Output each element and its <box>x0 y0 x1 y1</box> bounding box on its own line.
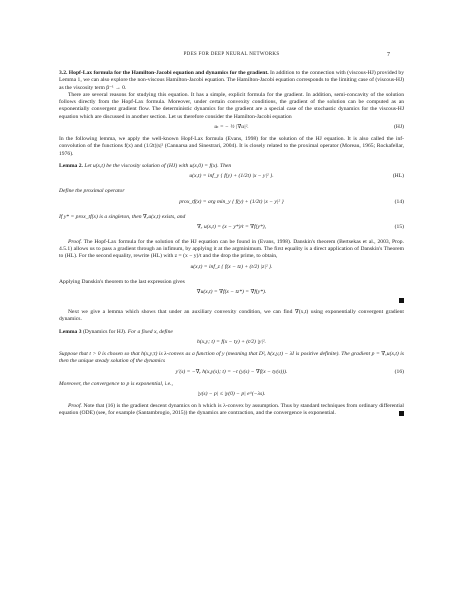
equation-15-tag: (15) <box>394 223 404 230</box>
qed-mark <box>399 298 404 303</box>
page-body <box>59 70 404 417</box>
equation-hj-body: uₜ = − ½ |∇u|². <box>214 124 249 131</box>
lemma3-label: Lemma 3 <box>59 328 82 335</box>
lemma3-moreover: Moreover, the convergence to p is exponential, i.e., <box>59 380 173 387</box>
lemma2-if: If y* = prox_tf(x) is a singleton, then ∇ₓu(x,t) exists, and <box>59 213 186 220</box>
equation-16-tag: (16) <box>394 368 404 375</box>
lemma2-label: Lemma 2. <box>59 162 83 169</box>
equation-danskin <box>59 286 404 301</box>
equation-exp <box>59 388 404 403</box>
proof3-paragraph <box>59 403 404 418</box>
equation-danskin-body: ∇u(x,t) = ∇f(x − tz*) = ∇f(y*). <box>196 289 267 296</box>
equation-14 <box>59 196 404 214</box>
section-paragraph-3: In the following lemma, we apply the well-known Hopf-Lax formula (Evans, 1998) for the solution of the HJ equation. It is also called the inf-convolution of the functions f(x) and (1/2t)|x|² (Cannarsa and Sinestrari, 2004). It is closely related to the proximal operator (Moreau, 1965; Rockafellar, 1976). <box>59 136 404 157</box>
section-heading: 3.2. Hopf-Lax formula for the Hamilton-Jacobi equation and dynamics for the gradient. <box>59 70 269 76</box>
equation-14-tag: (14) <box>394 198 404 205</box>
lemma2-define: Define the proximal operator <box>59 188 125 195</box>
lemma3-text: For a fixed x, define <box>127 328 173 335</box>
equation-16 <box>59 366 404 381</box>
lemma2-text: Let u(x,t) be the viscosity solution of (HJ) with u(x,0) = f(x). Then <box>84 162 232 169</box>
lemma3-statement <box>59 329 404 336</box>
running-header <box>0 52 463 62</box>
proof2-paragraph <box>59 239 404 261</box>
proof3-label: Proof. <box>68 402 82 409</box>
equation-hj <box>59 121 404 136</box>
lemma3-title: (Dynamics for HJ). <box>82 328 127 335</box>
equation-hj-tag: (HJ) <box>394 124 404 131</box>
equation-h <box>59 336 404 351</box>
qed-mark-2 <box>399 411 404 416</box>
lemma2-statement <box>59 163 404 170</box>
section-intro-1: In addition to the connection with (viscous-HJ) provided by Lemma 1, we can also explore the non-viscous Hamilton-Jacobi equation. The Hamilton-Jacobi equation corresponds to the limiting case of (viscous-HJ) as the viscosity term β⁻¹ → 0. <box>59 70 404 91</box>
equation-16-body: y′(s) = −∇ᵧ h(x,y(s); t) = −t (y(s) − ∇f(x − ty(s))). <box>175 368 288 375</box>
lemma3-suppose: Suppose that t > 0 is chosen so that h(x,y;t) is λ-convex as a function of y (meaning that D²ᵧ h(x,y,t) − λI is positive definite). The gradient p = ∇ₓu(x,t) is then the unique steady solution of the dynamics <box>59 350 404 365</box>
proof2-text-2: Applying Danskin's theorem to the last expression gives <box>59 278 185 285</box>
proof2-text-1: The Hopf-Lax formula for the solution of the HJ equation can be found in (Evans, 1998). Danskin's theorem (Bertsekas et al., 2003, Prop. 4.5.1) allows us to pass a gradient through an infimum, by applying it at the argminimum. The first equality is a direct application of Danskin's Theorem to (HL). For the second equality, rewrite (HL) with z = (x − y)/t and the drop the prime, to obtain, <box>59 238 404 260</box>
equation-z-body: u(x,t) = inf_z { f(x − tz) + (t/2) |z|² }. <box>190 263 273 270</box>
bridge-paragraph: Next we give a lemma which shows that under an auxiliary convexity condition, we can find ∇(x,t) using exponentially convergent gradient dynamics. <box>59 309 404 323</box>
proof2-label: Proof. <box>68 238 82 245</box>
page-number: 7 <box>387 52 390 58</box>
section-paragraph-2: There are several reasons for studying this equation. It has a simple, explicit formula for the gradient. In addition, semi-concavity of the solution follows directly from the Hopf-Lax formula. Moreover, under certain convexity conditions, the gradient of the solution can be computed as an exponentially convergent gradient flow. The deterministic dynamics for the gradient are a special case of the stochastic dynamics for the viscous-HJ equation which are discussed in another section. Let us therefore consider the Hamilton-Jacobi equation <box>59 91 404 120</box>
equation-14-body: prox_tf(x) = arg min_y { f(y) + (1/2t) |x − y|² } <box>179 198 284 205</box>
equation-z <box>59 261 404 279</box>
equation-h-body: h(x,y; t) = f(x − ty) + (t/2) |y|². <box>197 338 266 345</box>
equation-exp-body: |y(s) − p| ≤ |y(0) − p| e^(−λs). <box>197 390 266 397</box>
equation-15-body: ∇ₓ u(x,t) = (x − y*)/t = ∇f(y*), <box>196 223 267 230</box>
running-title: PDES FOR DEEP NEURAL NETWORKS <box>183 52 280 57</box>
equation-hl-tag: (HL) <box>392 173 404 180</box>
equation-15 <box>59 221 404 239</box>
equation-hl <box>59 170 404 188</box>
section-paragraph-1 <box>59 70 404 92</box>
equation-hl-body: u(x,t) = inf_y { f(y) + (1/2t) |x − y|² }. <box>189 173 274 180</box>
proof3-text: Note that (16) is the gradient descent dynamics on h which is λ-convex by assumption. Thus by standard techniques from ordinary differential equation (ODE) (see, for example (Santambrogio, 2015)) the dynamics are contraction, and the convergence is exponential. <box>59 402 404 417</box>
